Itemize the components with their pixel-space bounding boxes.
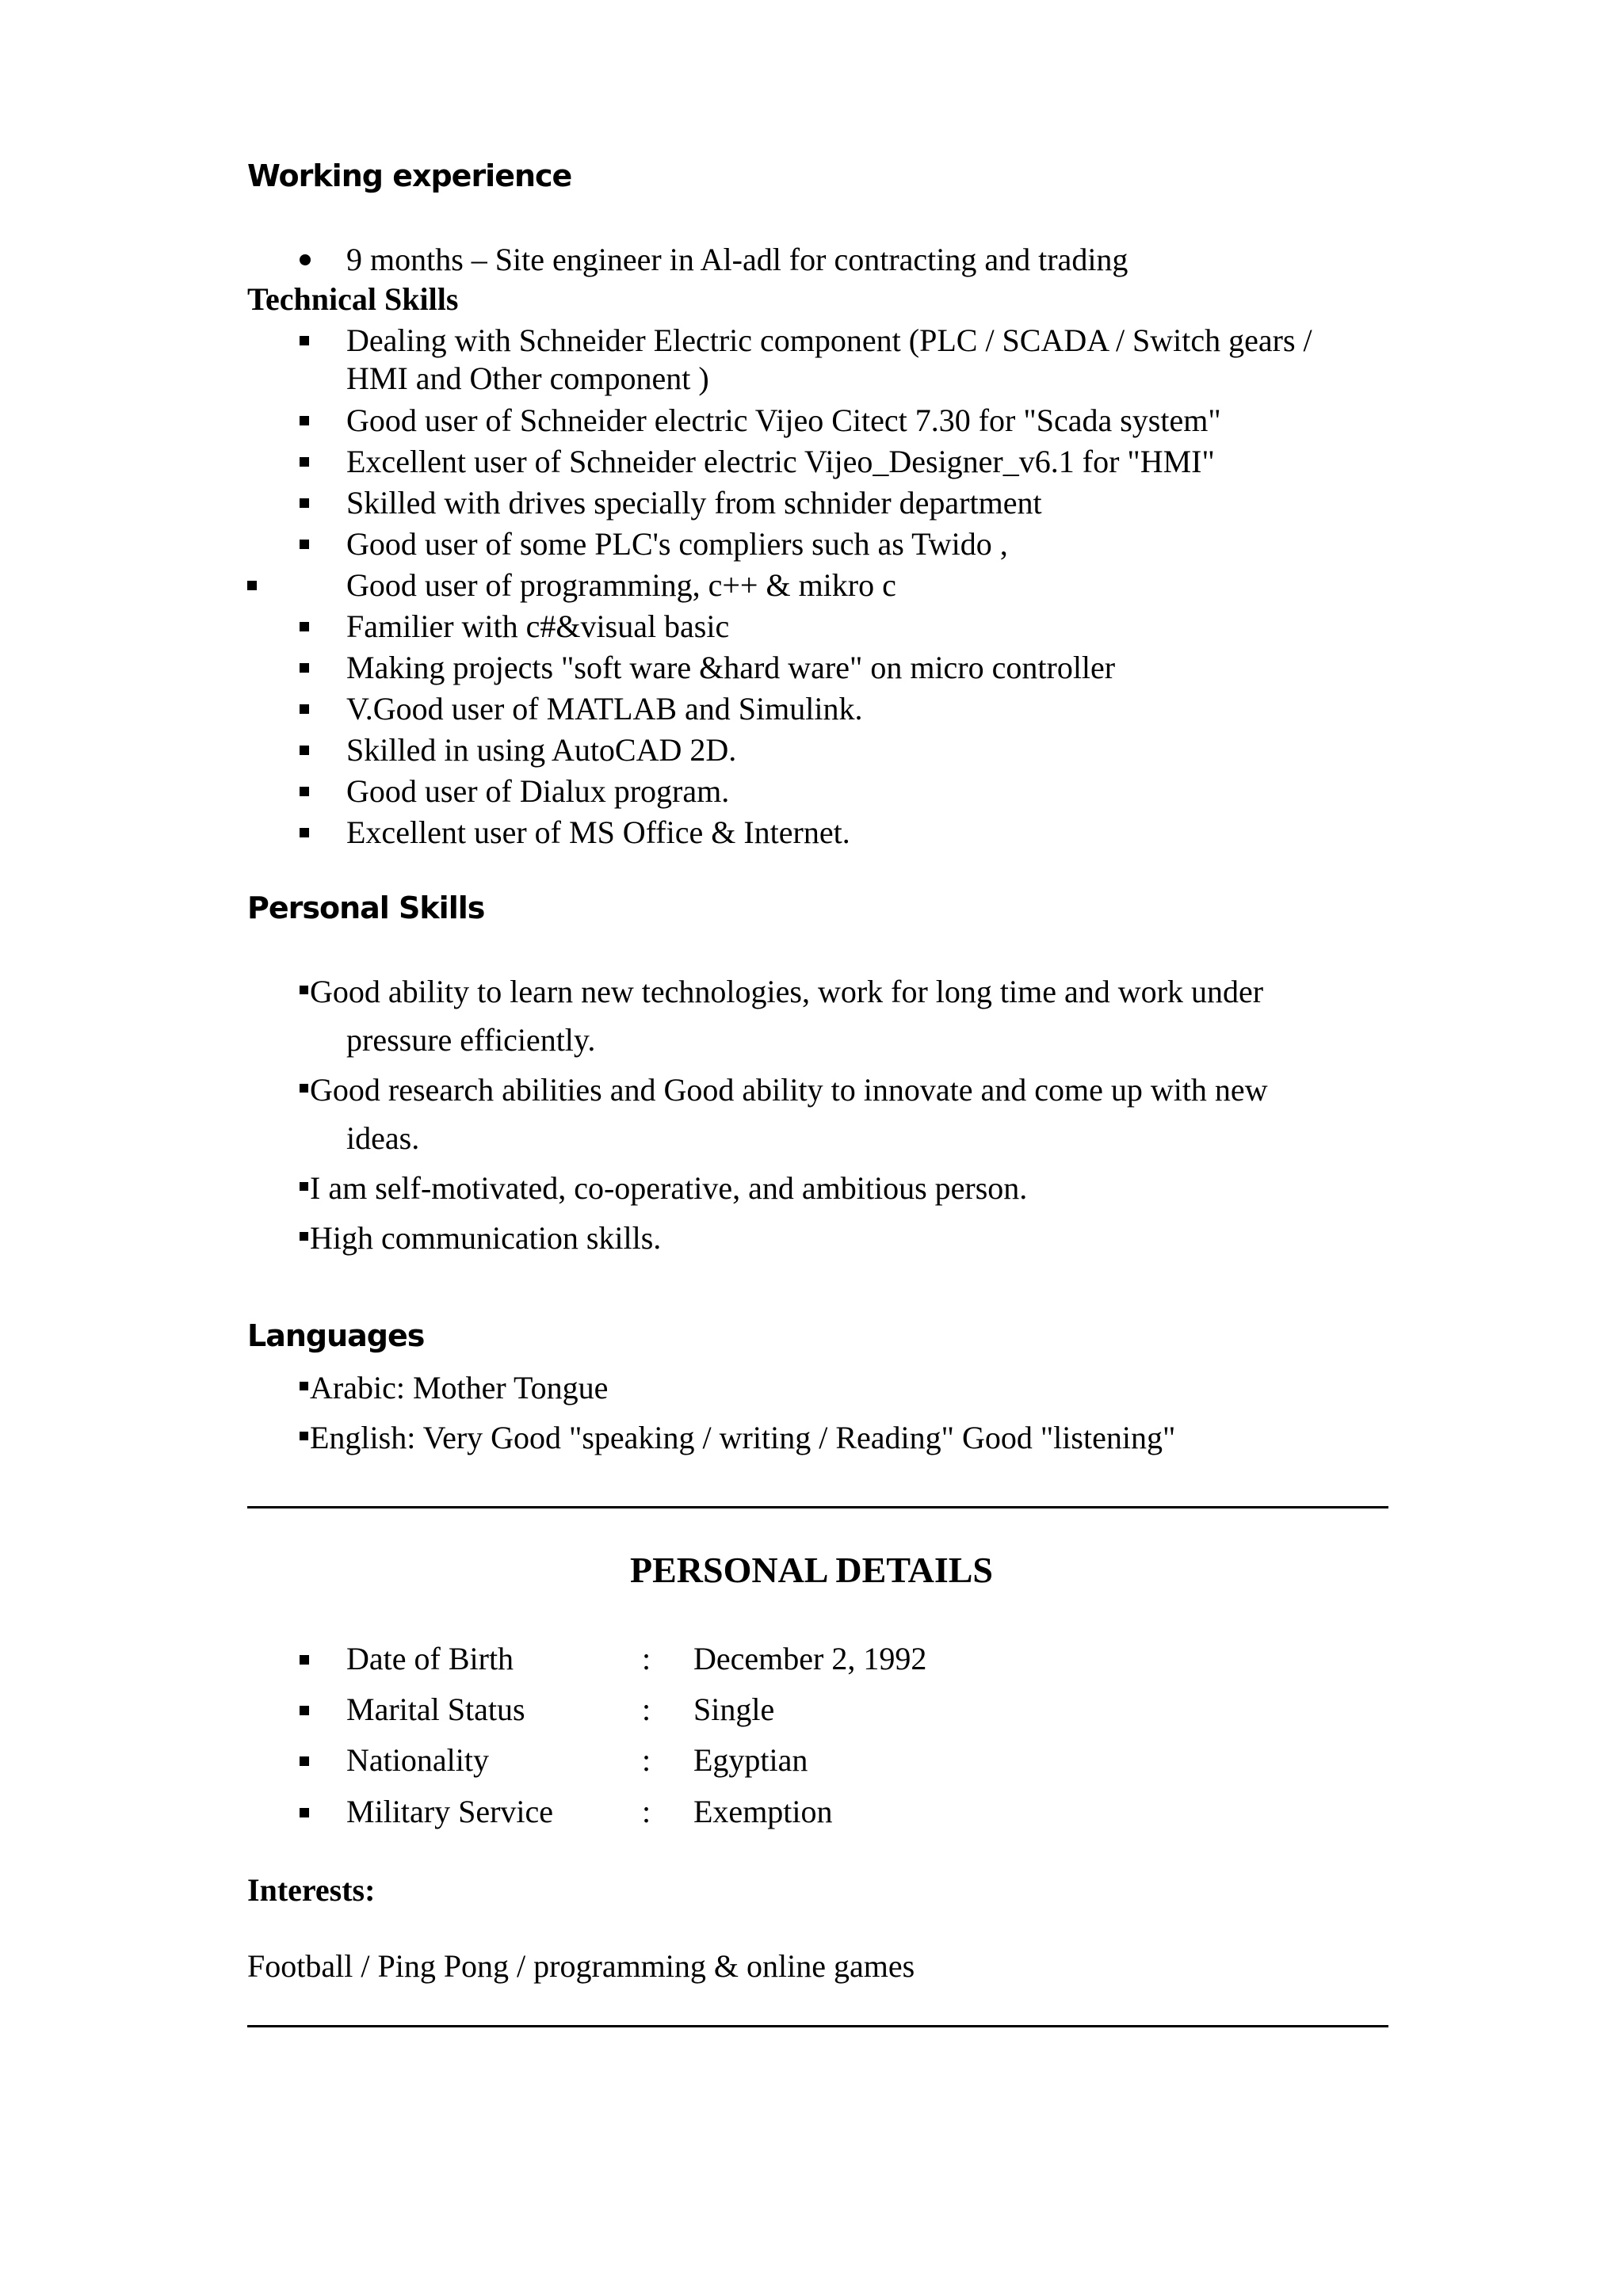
bullet-square (300, 1655, 309, 1665)
tech-skill-item: Good user of some PLC's compliers such as Twido , (346, 526, 1008, 562)
section-divider (247, 2025, 1388, 2027)
bullet-square (300, 986, 308, 994)
detail-separator: : (642, 1691, 651, 1727)
detail-separator: : (642, 1794, 651, 1829)
bullet-square (247, 581, 257, 590)
bullet-square (300, 828, 309, 837)
tech-skill-item: Good user of programming, c++ & mikro c (346, 567, 896, 603)
bullet-square (300, 1084, 308, 1093)
detail-value-nationality: Egyptian (693, 1742, 808, 1778)
language-item: English: Very Good "speaking / writing / Reading" Good "listening" (300, 1419, 1175, 1457)
bullet-square (300, 1382, 308, 1390)
tech-skill-item: Skilled in using AutoCAD 2D. (346, 732, 737, 768)
interests-heading: Interests: (247, 1872, 376, 1908)
tech-skill-item: Excellent user of Schneider electric Vijeo_Designer_v6.1 for "HMI" (346, 444, 1215, 479)
working-experience-heading: Working experience (247, 158, 572, 193)
personal-skill-item: Good research abilities and Good ability to innovate and come up with new (300, 1071, 1268, 1109)
personal-skill-item: High communication skills. (300, 1219, 661, 1257)
personal-skill-item-continued: ideas. (346, 1120, 420, 1156)
bullet-square (300, 1808, 309, 1817)
bullet-square (300, 416, 309, 425)
detail-label-nationality: Nationality (346, 1742, 489, 1778)
bullet-square (300, 540, 309, 549)
detail-value-marital-status: Single (693, 1691, 775, 1727)
bullet-square (300, 787, 309, 796)
bullet-square (300, 663, 309, 673)
tech-skill-item-continued: HMI and Other component ) (346, 360, 709, 396)
personal-skill-item: I am self-motivated, co-operative, and ambitious person. (300, 1169, 1027, 1207)
bullet-square (300, 1182, 308, 1191)
tech-skill-item: Good user of Dialux program. (346, 773, 730, 809)
tech-skill-item: Skilled with drives specially from schnider department (346, 485, 1042, 521)
detail-separator: : (642, 1742, 651, 1778)
tech-skill-item: Good user of Schneider electric Vijeo Citect 7.30 for "Scada system" (346, 402, 1221, 438)
personal-skill-item-continued: pressure efficiently. (346, 1022, 596, 1058)
work-item: 9 months – Site engineer in Al-adl for contracting and trading (346, 242, 1128, 277)
bullet-square (300, 746, 309, 755)
language-item: Arabic: Mother Tongue (300, 1369, 608, 1407)
tech-skill-item: Making projects "soft ware &hard ware" on micro controller (346, 650, 1116, 685)
bullet-square (300, 622, 309, 631)
bullet-square (300, 1706, 309, 1715)
bullet-square (300, 704, 309, 714)
bullet-square (300, 1432, 308, 1440)
detail-label-marital-status: Marital Status (346, 1691, 525, 1727)
detail-value-military-service: Exemption (693, 1794, 833, 1829)
tech-skill-item: Dealing with Schneider Electric component (PLC / SCADA / Switch gears / (346, 322, 1312, 358)
detail-label-military-service: Military Service (346, 1794, 554, 1829)
personal-skill-item: Good ability to learn new technologies, work for long time and work under (300, 973, 1263, 1011)
section-divider (247, 1506, 1388, 1508)
personal-details-title: PERSONAL DETAILS (629, 1550, 993, 1590)
tech-skill-item: V.Good user of MATLAB and Simulink. (346, 691, 863, 727)
languages-heading: Languages (247, 1318, 425, 1353)
bullet-dot (300, 254, 311, 265)
bullet-square (300, 457, 309, 467)
detail-value-date-of-birth: December 2, 1992 (693, 1641, 927, 1676)
detail-separator: : (642, 1641, 651, 1676)
interests-text: Football / Ping Pong / programming & online games (247, 1948, 915, 1984)
bullet-square (300, 1756, 309, 1766)
technical-skills-heading: Technical Skills (247, 281, 459, 317)
bullet-square (300, 498, 309, 508)
tech-skill-item: Excellent user of MS Office & Internet. (346, 814, 850, 850)
detail-label-date-of-birth: Date of Birth (346, 1641, 514, 1676)
bullet-square (300, 1232, 308, 1241)
tech-skill-item: Familier with c#&visual basic (346, 608, 730, 644)
personal-skills-heading: Personal Skills (247, 891, 485, 925)
bullet-square (300, 336, 309, 345)
